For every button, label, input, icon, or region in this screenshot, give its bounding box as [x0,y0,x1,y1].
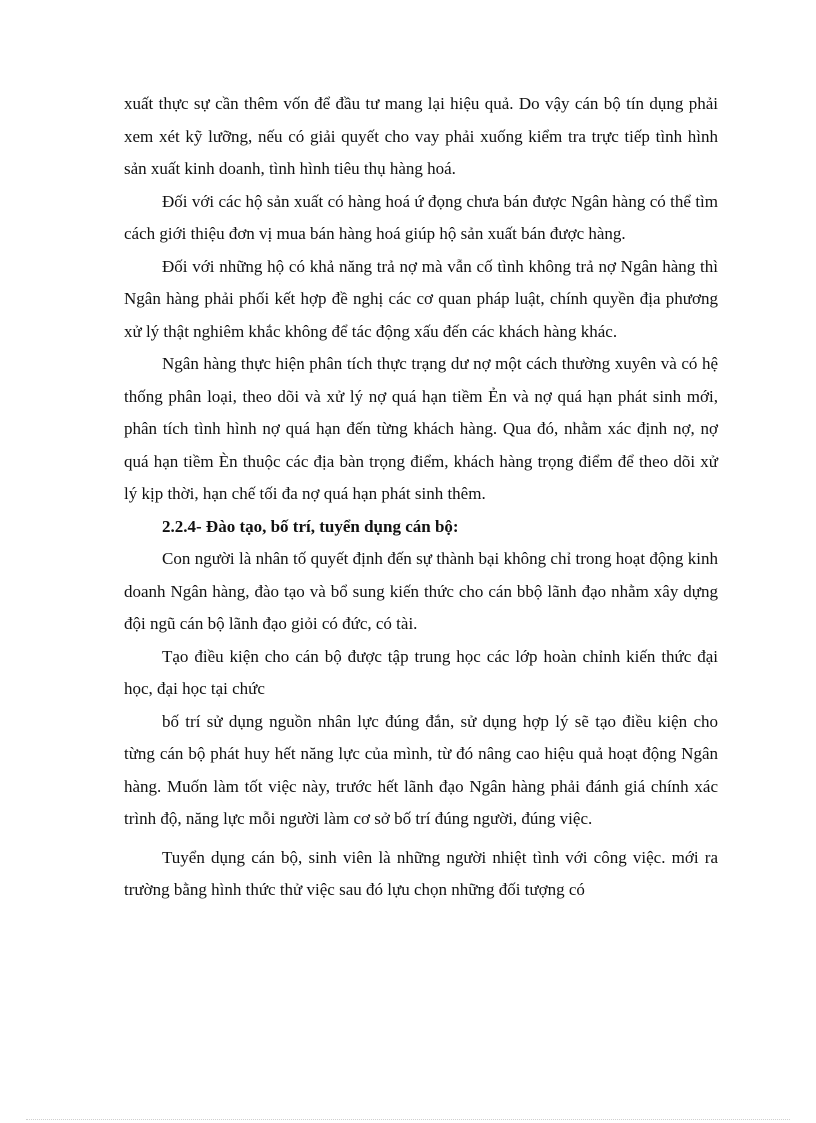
page-bottom-divider [26,1119,790,1120]
paragraph-6: Tạo điều kiện cho cán bộ được tập trung học các lớp hoàn chỉnh kiến thức đại học, đại học tại chức [124,646,718,698]
paragraph-3: Đối với những hộ có khả năng trả nợ mà vẫn cố tình không trả nợ Ngân hàng thì Ngân hàng phải phối kết hợp đề nghị các cơ quan pháp luật, chính quyền địa phương xử lý thật nghiêm khắc không để tác động xấu đến các khách hàng khác. [124,256,718,341]
section-heading: 2.2.4- Đào tạo, bố trí, tuyển dụng cán bộ: [162,516,459,536]
paragraph-4: Ngân hàng thực hiện phân tích thực trạng dư nợ một cách thường xuyên và có hệ thống phân loại, theo dõi và xử lý nợ quá hạn tiềm Ẻn và nợ quá hạn phát sinh mới, phân tích tình hình nợ quá hạn đến từng khách hàng. Qua đó, nhằm xác định nợ, nợ quá hạn tiềm Èn thuộc các địa bàn trọng điểm, khách hàng trọng điểm để theo dõi xử lý kịp thời, hạn chế tối đa nợ quá hạn phát sinh thêm. [124,354,718,503]
document-body [124,88,718,907]
paragraph-5: Con người là nhân tố quyết định đến sự thành bại không chỉ trong hoạt động kinh doanh Ngân hàng, đào tạo và bổ sung kiến thức cho cán bbộ lãnh đạo nhằm xây dựng đội ngũ cán bộ lãnh đạo giỏi có đức, có tài. [124,549,718,633]
paragraph-2: Đối với các hộ sản xuất có hàng hoá ứ đọng chưa bán được Ngân hàng có thể tìm cách giới thiệu đơn vị mua bán hàng hoá giúp hộ sản xuất bán được hàng. [124,191,718,243]
paragraph-8: Tuyển dụng cán bộ, sinh viên là những người nhiệt tình với công việc. mới ra trường bằng hình thức thử việc sau đó lựu chọn những đối tượng có [124,847,718,899]
paragraph-1: xuất thực sự cần thêm vốn để đầu tư mang lại hiệu quả. Do vậy cán bộ tín dụng phải xem xét kỹ lưỡng, nếu có giải quyết cho vay phải xuống kiểm tra trực tiếp tình hình sản xuất kinh doanh, tình hình tiêu thụ hàng hoá. [124,94,718,178]
paragraph-7: bố trí sử dụng nguồn nhân lực đúng đắn, sử dụng hợp lý sẽ tạo điều kiện cho từng cán bộ phát huy hết năng lực của mình, từ đó nâng cao hiệu quả hoạt động Ngân hàng. Muốn làm tốt việc này, trước hết lãnh đạo Ngân hàng phải đánh giá chính xác trình độ, năng lực mỗi người làm cơ sở bố trí đúng người, đúng việc. [124,711,718,828]
